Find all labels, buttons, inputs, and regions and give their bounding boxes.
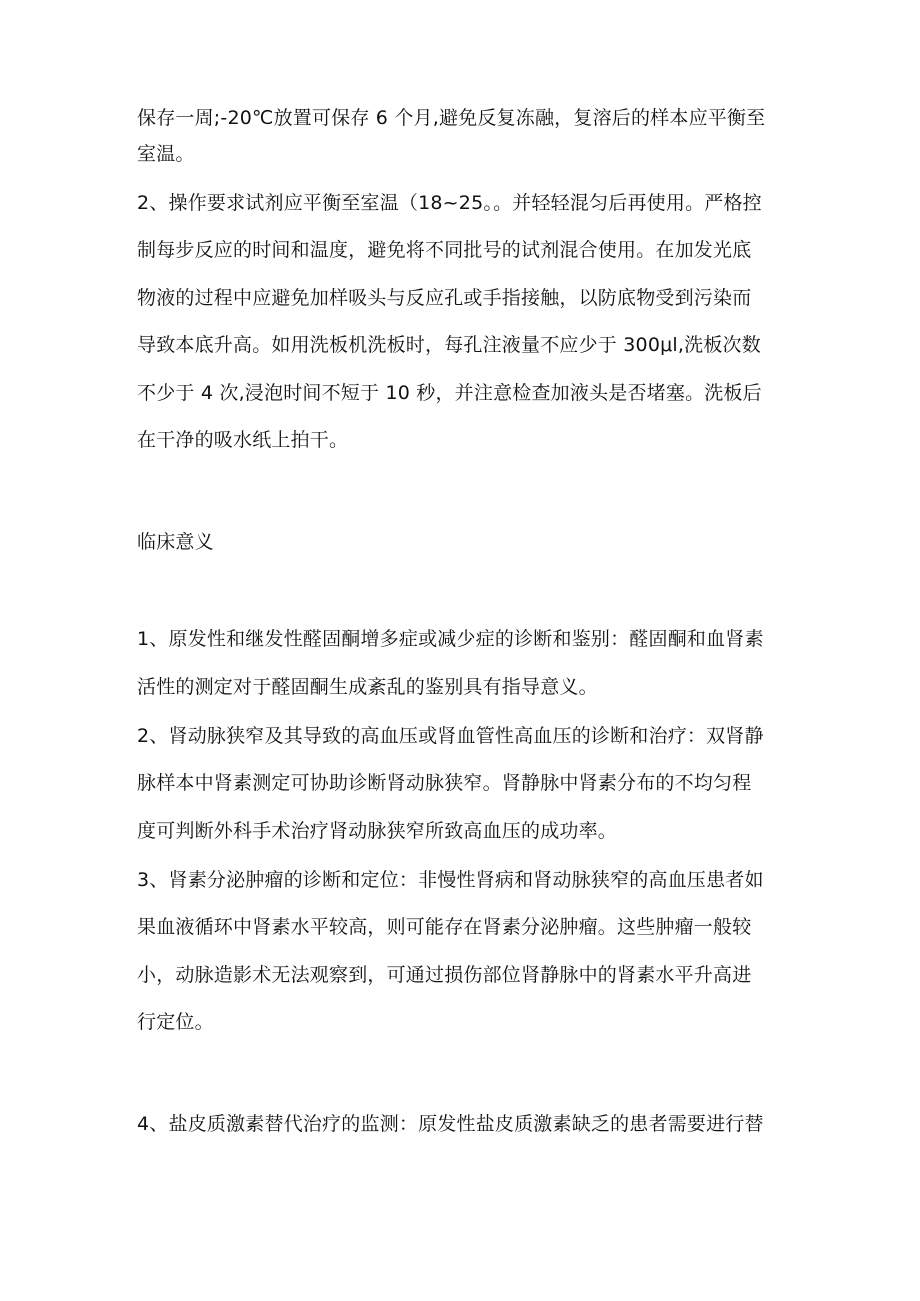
- section-heading: 临床意义: [137, 531, 214, 553]
- text-line: 制每步反应的时间和温度，避免将不同批号的试剂混合使用。在加发光底: [137, 239, 752, 261]
- text-line: 4、盐皮质激素替代治疗的监测：原发性盐皮质激素缺乏的患者需要进行替: [137, 1113, 764, 1135]
- text-line: 不少于 4 次,浸泡时间不短于 10 秒，并注意检查加液头是否堵塞。洗板后: [137, 382, 762, 404]
- text-line: 2、操作要求试剂应平衡至室温（18~25。。并轻轻混匀后再使用。严格控: [137, 192, 762, 214]
- text-line: 脉样本中肾素测定可协助诊断肾动脉狭窄。肾静脉中肾素分布的不均匀程: [137, 772, 752, 794]
- text-line: 3、肾素分泌肿瘤的诊断和定位：非慢性肾病和肾动脉狭窄的高血压患者如: [137, 869, 764, 891]
- text-line: 1、原发性和继发性醛固酮增多症或减少症的诊断和鉴别：醛固酮和血肾素: [137, 628, 764, 650]
- text-line: 物液的过程中应避免加样吸头与反应孔或手指接触，以防底物受到污染而: [137, 287, 752, 309]
- text-line: 2、肾动脉狭窄及其导致的高血压或肾血管性高血压的诊断和治疗：双肾静: [137, 725, 764, 747]
- text-line: 保存一周;-20℃放置可保存 6 个月,避免反复冻融，复溶后的样本应平衡至: [137, 107, 766, 129]
- text-line: 小，动脉造影术无法观察到，可通过损伤部位肾静脉中的肾素水平升高进: [137, 964, 752, 986]
- text-line: 活性的测定对于醛固酮生成紊乱的鉴别具有指导意义。: [137, 676, 598, 698]
- text-line: 度可判断外科手术治疗肾动脉狭窄所致高血压的成功率。: [137, 820, 618, 842]
- text-line: 在干净的吸水纸上拍干。: [137, 429, 349, 451]
- text-line: 果血液循环中肾素水平较高，则可能存在肾素分泌肿瘤。这些肿瘤一般较: [137, 916, 752, 938]
- text-line: 行定位。: [137, 1011, 214, 1033]
- text-line: 导致本底升高。如用洗板机洗板时，每孔注液量不应少于 300μl,洗板次数: [137, 334, 761, 356]
- text-line: 室温。: [137, 143, 195, 165]
